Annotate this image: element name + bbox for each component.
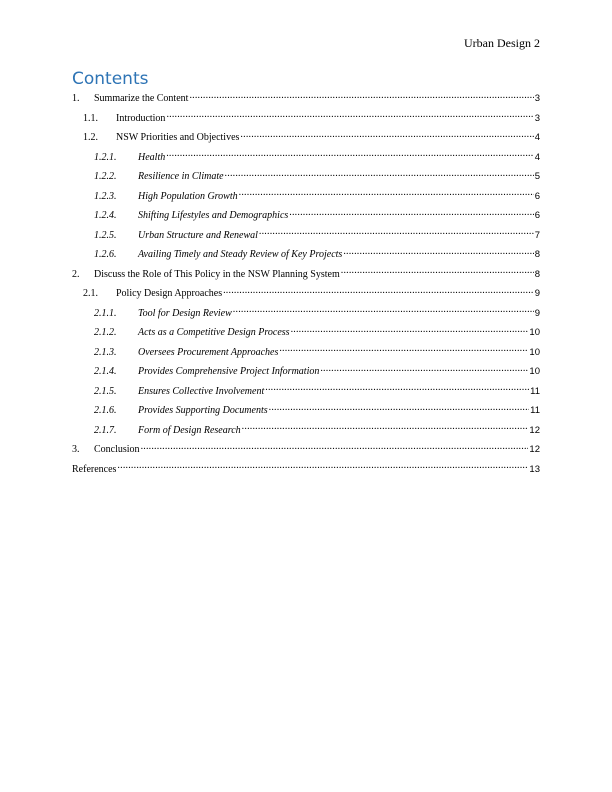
toc-entry-label: Resilience in Climate [138,171,224,182]
dot-leader [117,462,528,472]
toc-entry-references[interactable] [72,460,540,480]
toc-entry-1-2-2[interactable] [72,167,540,187]
dot-leader [223,286,534,296]
toc-entry-2-1-4[interactable] [72,362,540,382]
dot-leader [269,403,530,413]
toc-entry-label: Form of Design Research [138,424,241,436]
toc-entry-label: Provides Comprehensive Project Information [138,366,320,377]
dot-leader [166,111,533,121]
toc-entry-number: 2.1.4. [94,366,117,377]
toc-entry-label: Policy Design Approaches [116,288,223,299]
toc-entry-1-2-5[interactable] [72,226,540,246]
toc-entry-page: 6 [534,210,540,221]
toc-entry-number: 1. [72,93,80,104]
toc-entry-number: 1.1. [83,112,98,124]
toc-entry-2-1-5[interactable] [72,382,540,402]
toc-entry-number: 2.1. [83,288,98,299]
dot-leader [240,130,533,140]
toc-entry-number: 1.2.4. [94,210,117,221]
toc-entry-page: 6 [534,190,540,202]
toc-entry-page: 4 [534,132,540,143]
dot-leader [291,325,529,335]
dot-leader [320,364,528,374]
dot-leader [189,91,533,101]
toc-entry-1-2-6[interactable] [72,245,540,265]
toc-entry-1-1[interactable] [72,109,540,129]
toc-entry-label: Ensures Collective Involvement [138,385,265,397]
toc-entry-page: 8 [534,268,540,280]
toc-entry-number: 1.2. [83,132,98,143]
table-of-contents [72,89,540,479]
toc-entry-number: 2.1.6. [94,405,117,416]
toc-entry-page: 7 [534,229,540,241]
toc-entry-2-1-3[interactable] [72,343,540,363]
dot-leader [225,169,534,179]
toc-entry-1-2[interactable] [72,128,540,148]
toc-entry-page: 12 [529,424,540,436]
toc-entry-page: 11 [530,385,540,397]
toc-entry-label: Shifting Lifestyles and Demographics [138,210,289,221]
dot-leader [242,423,529,433]
toc-entry-1[interactable] [72,89,540,109]
toc-entry-page: 3 [534,112,540,124]
dot-leader [166,150,533,160]
toc-entry-label: NSW Priorities and Objectives [116,132,240,143]
toc-entry-1-2-3[interactable] [72,187,540,207]
toc-entry-number: 2.1.2. [94,327,117,338]
dot-leader [279,345,528,355]
toc-entry-number: 1.2.6. [94,249,117,260]
toc-entry-1-2-4[interactable] [72,206,540,226]
toc-entry-2[interactable] [72,265,540,285]
toc-entry-page: 10 [529,366,540,377]
running-header: Urban Design 2 [464,36,540,50]
dot-leader [341,267,534,277]
toc-entry-number: 1.2.3. [94,190,117,202]
toc-entry-3[interactable] [72,440,540,460]
dot-leader [343,247,533,257]
toc-entry-label: Introduction [116,112,166,124]
toc-entry-number: 2.1.1. [94,307,117,319]
toc-entry-1-2-1[interactable] [72,148,540,168]
toc-entry-page: 9 [534,288,540,299]
toc-entry-label: Availing Timely and Steady Review of Key Projects [138,249,343,260]
toc-entry-page: 11 [530,405,540,416]
dot-leader [259,228,534,238]
toc-entry-number: 3. [72,444,80,455]
toc-entry-page: 10 [529,327,540,338]
toc-entry-label: Provides Supporting Documents [138,405,268,416]
toc-entry-label: Urban Structure and Renewal [138,229,258,241]
toc-entry-label: Tool for Design Review [138,307,232,319]
toc-entry-page: 13 [529,463,540,475]
toc-entry-label: Summarize the Content [94,93,189,104]
toc-entry-2-1[interactable] [72,284,540,304]
toc-entry-2-1-7[interactable] [72,421,540,441]
dot-leader [233,306,534,316]
toc-entry-2-1-6[interactable] [72,401,540,421]
toc-entry-page: 10 [529,346,540,358]
toc-entry-number: 1.2.2. [94,171,117,182]
toc-entry-number: 1.2.5. [94,229,117,241]
dot-leader [265,384,529,394]
toc-title: Contents [72,69,149,89]
toc-entry-label: References [72,463,117,475]
toc-entry-label: High Population Growth [138,190,238,202]
toc-entry-page: 5 [534,171,540,182]
toc-entry-label: Oversees Procurement Approaches [138,346,279,358]
toc-entry-number: 2. [72,268,80,280]
toc-entry-number: 2.1.5. [94,385,117,397]
toc-entry-2-1-2[interactable] [72,323,540,343]
toc-entry-page: 4 [534,151,540,163]
toc-entry-label: Discuss the Role of This Policy in the NSW Planning System [94,268,340,280]
toc-entry-2-1-1[interactable] [72,304,540,324]
toc-entry-number: 2.1.7. [94,424,117,436]
toc-entry-page: 3 [534,93,540,104]
toc-entry-label: Health [138,151,166,163]
toc-entry-number: 1.2.1. [94,151,117,163]
dot-leader [141,442,529,452]
toc-entry-label: Acts as a Competitive Design Process [138,327,290,338]
toc-entry-number: 2.1.3. [94,346,117,358]
toc-entry-page: 9 [534,307,540,319]
toc-entry-label: Conclusion [94,444,140,455]
dot-leader [239,189,534,199]
toc-entry-page: 8 [534,249,540,260]
toc-entry-page: 12 [529,444,540,455]
dot-leader [289,208,533,218]
